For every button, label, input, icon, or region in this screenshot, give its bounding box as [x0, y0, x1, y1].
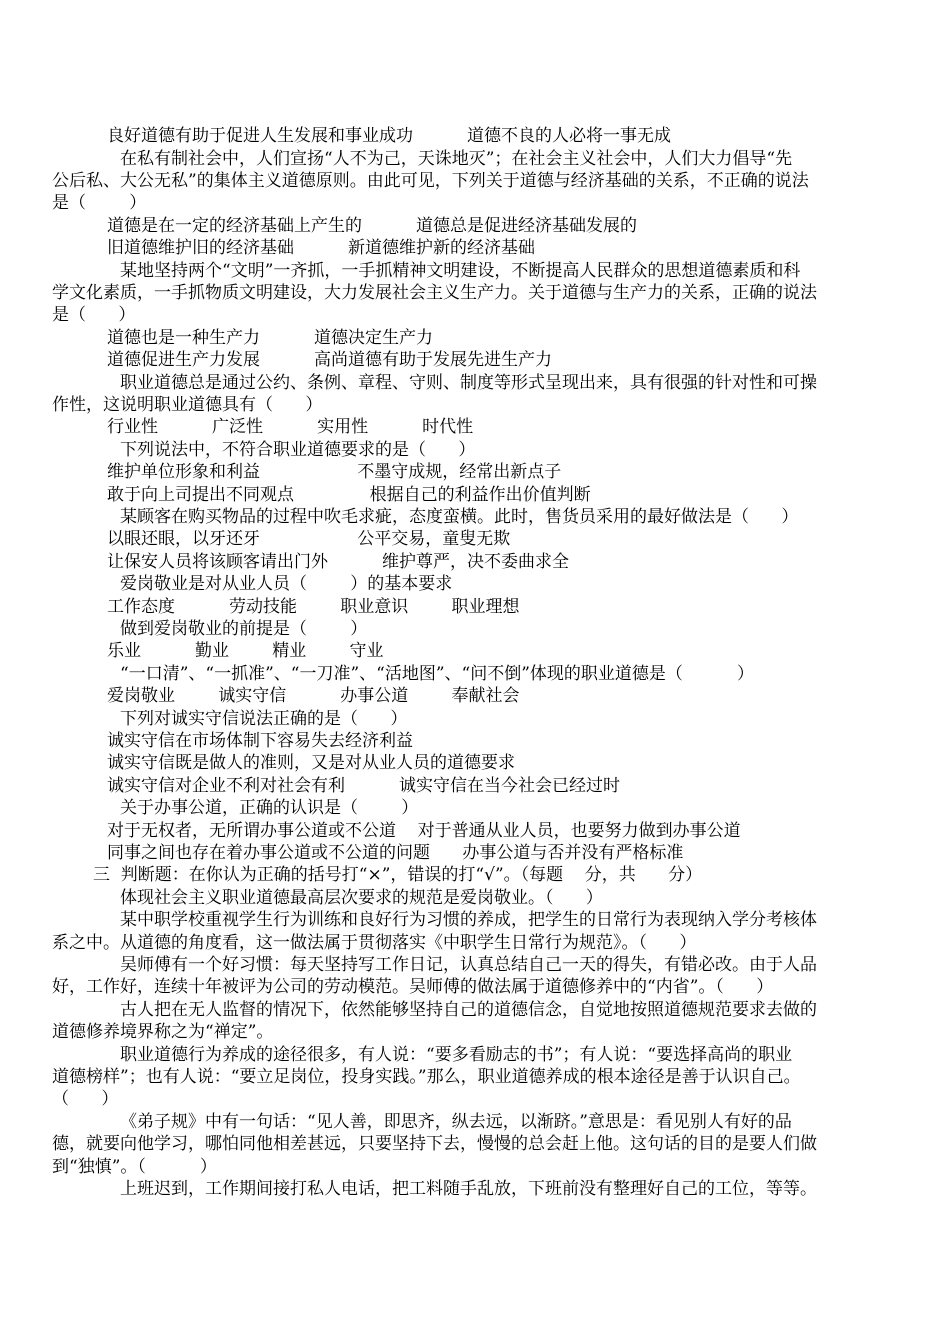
- text-line: 诚实守信在市场体制下容易失去经济利益: [107, 731, 413, 751]
- text-line: 让保安人员将该顾客请出门外 维护尊严，决不委曲求全: [107, 552, 570, 572]
- text-line: 某顾客在购买物品的过程中吹毛求疵，态度蛮横。此时，售货员采用的最好做法是（ ）: [120, 507, 799, 527]
- text-line: 道德促进生产力发展 高尚道德有助于发展先进生产力: [107, 350, 553, 370]
- text-line: 系之中。从道德的角度看，这一做法属于贯彻落实《中职学生日常行为规范》。（ ）: [52, 933, 697, 953]
- section-heading: 三 判断题：在你认为正确的括号打“×”，错误的打“√”。（每题 分，共 分）: [93, 865, 703, 885]
- text-line: 作性，这说明职业道德具有（ ）: [52, 395, 323, 415]
- text-line: 关于办事公道，正确的认识是（ ）: [120, 798, 419, 818]
- text-line: （ ）: [52, 1089, 119, 1109]
- text-line: 《弟子规》中有一句话：“见人善，即思齐，纵去远，以渐跻。”意思是：看见别人有好的品: [120, 1112, 792, 1132]
- text-line: 古人把在无人监督的情况下，依然能够坚持自己的道德信念，自觉地按照道德规范要求去做的: [120, 1000, 817, 1020]
- text-line: 行业性 广泛性 实用性 时代性: [107, 417, 474, 437]
- text-line: 下列说法中，不符合职业道德要求的是（ ）: [120, 440, 476, 460]
- text-line: 爱岗敬业 诚实守信 办事公道 奉献社会: [107, 686, 520, 706]
- text-line: 爱岗敬业是对从业人员（ ）的基本要求: [120, 574, 453, 594]
- text-line: 旧道德维护旧的经济基础 新道德维护新的经济基础: [107, 238, 536, 258]
- text-line: 道德榜样”；也有人说：“要立足岗位，投身实践。”那么，职业道德养成的根本途径是善于认识自己。: [52, 1067, 801, 1087]
- text-line: 职业道德总是通过公约、条例、章程、守则、制度等形式呈现出来，具有很强的针对性和可操: [120, 373, 817, 393]
- text-line: 某地坚持两个“文明”一齐抓，一手抓精神文明建设，不断提高人民群众的思想道德素质和科: [120, 261, 801, 281]
- text-line: 工作态度 劳动技能 职业意识 职业理想: [107, 597, 520, 617]
- text-line: 乐业 勤业 精业 守业: [107, 641, 384, 661]
- text-line: 以眼还眼，以牙还牙 公平交易，童叟无欺: [107, 529, 511, 549]
- text-line: 敢于向上司提出不同观点 根据自己的利益作出价值判断: [107, 485, 591, 505]
- text-line: 下列对诚实守信说法正确的是（ ）: [120, 709, 408, 729]
- text-line: 良好道德有助于促进人生发展和事业成功 道德不良的人必将一事无成: [107, 126, 672, 146]
- text-line: 学文化素质，一手抓物质文明建设，大力发展社会主义生产力。关于道德与生产力的关系，正确的说法: [52, 283, 817, 303]
- text-line: 在私有制社会中，人们宣扬“人不为己，天诛地灭”；在社会主义社会中，人们大力倡导“先: [120, 149, 793, 169]
- text-line: 维护单位形象和利益 不墨守成规，经常出新点子: [107, 462, 562, 482]
- text-line: 对于无权者，无所谓办事公道或不公道 对于普通从业人员，也要努力做到办事公道: [107, 821, 741, 841]
- text-line: 公后私、大公无私”的集体主义道德原则。由此可见，下列关于道德与经济基础的关系，不正确的说法: [52, 171, 809, 191]
- text-line: 诚实守信既是做人的准则，又是对从业人员的道德要求: [107, 753, 515, 773]
- text-line: 是（ ）: [52, 193, 147, 213]
- text-line: 德，就要向他学习，哪怕同他相差甚远，只要坚持下去，慢慢的总会赶上他。这句话的目的是要人们做: [52, 1134, 817, 1154]
- text-line: 体现社会主义职业道德最高层次要求的规范是爱岗敬业。（ ）: [120, 888, 603, 908]
- text-line: 吴师傅有一个好习惯：每天坚持写工作日记，认真总结自己一天的得失，有错必改。由于人品: [120, 955, 817, 975]
- text-line: 某中职学校重视学生行为训练和良好行为习惯的养成，把学生的日常行为表现纳入学分考核体: [120, 910, 817, 930]
- text-line: 做到爱岗敬业的前提是（ ）: [120, 619, 368, 639]
- text-line: 道德是在一定的经济基础上产生的 道德总是促进经济基础发展的: [107, 216, 638, 236]
- text-line: 职业道德行为养成的途径很多，有人说：“要多看励志的书”；有人说：“要选择高尚的职业: [120, 1045, 793, 1065]
- text-line: 同事之间也存在着办事公道或不公道的问题 办事公道与否并没有严格标准: [107, 843, 684, 863]
- text-line: 道德修养境界称之为“禅定”。: [52, 1022, 274, 1042]
- text-line: “一口清”、“一抓准”、“一刀准”、“活地图”、“问不倒”体现的职业道德是（ ）: [120, 664, 754, 684]
- text-line: 好，工作好，连续十年被评为公司的劳动模范。吴师傅的做法属于道德修养中的“内省”。（ ）: [52, 977, 774, 997]
- text-line: 诚实守信对企业不利对社会有利 诚实守信在当今社会已经过时: [107, 776, 621, 796]
- text-line: 道德也是一种生产力 道德决定生产力: [107, 328, 434, 348]
- text-line: 是（ ）: [52, 305, 136, 325]
- text-line: 上班迟到，工作期间接打私人电话，把工料随手乱放，下班前没有整理好自己的工位，等等。: [120, 1179, 817, 1199]
- text-line: 到“独慎”。（ ）: [52, 1157, 217, 1177]
